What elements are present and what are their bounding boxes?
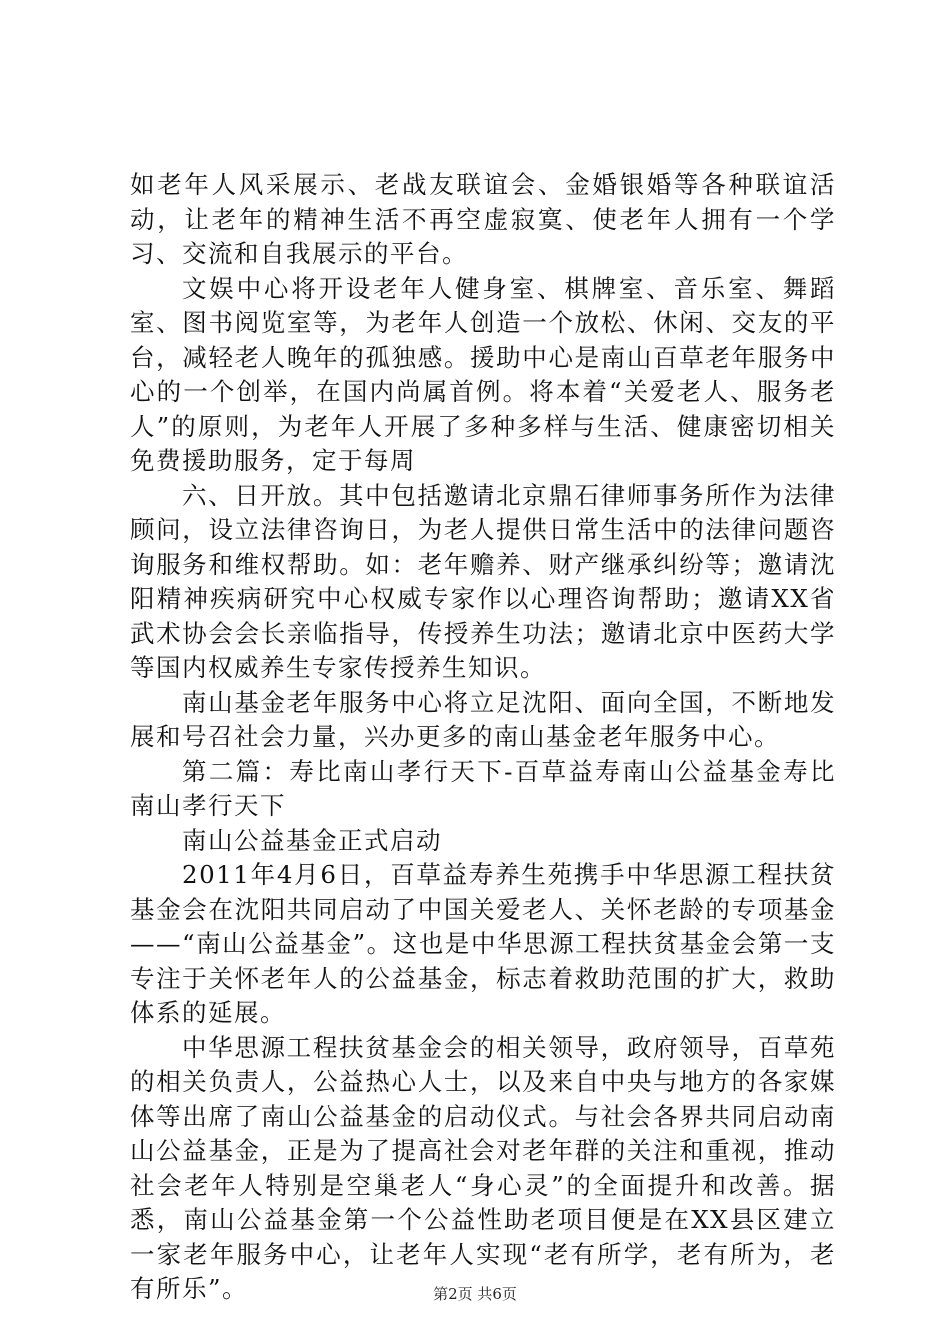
- section-heading: 第二篇：寿比南山孝行天下-百草益寿南山公益基金寿比南山孝行天下: [130, 756, 836, 820]
- paragraph-3: 六、日开放。其中包括邀请北京鼎石律师事务所作为法律顾问，设立法律咨询日，为老人提供日常生活中的法律问题咨询服务和维权帮助。如：老年赡养、财产继承纠纷等；邀请沈阳精神疾病研究中心权威专家作以心理咨询帮助；邀请XX省武术协会会长亲临指导，传授养生功法；邀请北京中医药大学等国内权威养生专家传授养生知识。: [130, 480, 836, 682]
- paragraph-5: 2011年4月6日，百草益寿养生苑携手中华思源工程扶贫基金会在沈阳共同启动了中国关爱老人、关怀老龄的专项基金——“南山公益基金”。这也是中华思源工程扶贫基金会第一支专注于关怀老年人的公益基金，标志着救助范围的扩大，救助体系的延展。: [130, 860, 836, 1027]
- subheading: 南山公益基金正式启动: [182, 825, 442, 855]
- paragraph-6: 中华思源工程扶贫基金会的相关领导，政府领导，百草苑的相关负责人，公益热心人士，以及来自中央与地方的各家媒体等出席了南山公益基金的启动仪式。与社会各界共同启动南山公益基金，正是为了提高社会对老年群的关注和重视，推动社会老年人特别是空巢老人“身心灵”的全面提升和改善。据悉，南山公益基金第一个公益性助老项目便是在XX县区建立一家老年服务中心，让老年人实现“老有所学，老有所为，老有所乐”。: [130, 1032, 836, 1303]
- paragraph-1: 如老年人风采展示、老战友联谊会、金婚银婚等各种联谊活动，让老年的精神生活不再空虚寂寞、使老年人拥有一个学习、交流和自我展示的平台。: [130, 170, 836, 268]
- paragraph-2: 文娱中心将开设老年人健身室、棋牌室、音乐室、舞蹈室、图书阅览室等，为老年人创造一个放松、休闲、交友的平台，减轻老人晚年的孤独感。援助中心是南山百草老年服务中心的一个创举，在国内尚属首例。将本着“关爱老人、服务老人”的原则，为老年人开展了多种多样与生活、健康密切相关免费援助服务，定于每周: [130, 273, 836, 475]
- paragraph-4: 南山基金老年服务中心将立足沈阳、面向全国，不断地发展和号召社会力量，兴办更多的南山基金老年服务中心。: [130, 687, 836, 751]
- document-body: [130, 168, 836, 1307]
- page-footer: 第2页 共6页: [433, 1285, 517, 1303]
